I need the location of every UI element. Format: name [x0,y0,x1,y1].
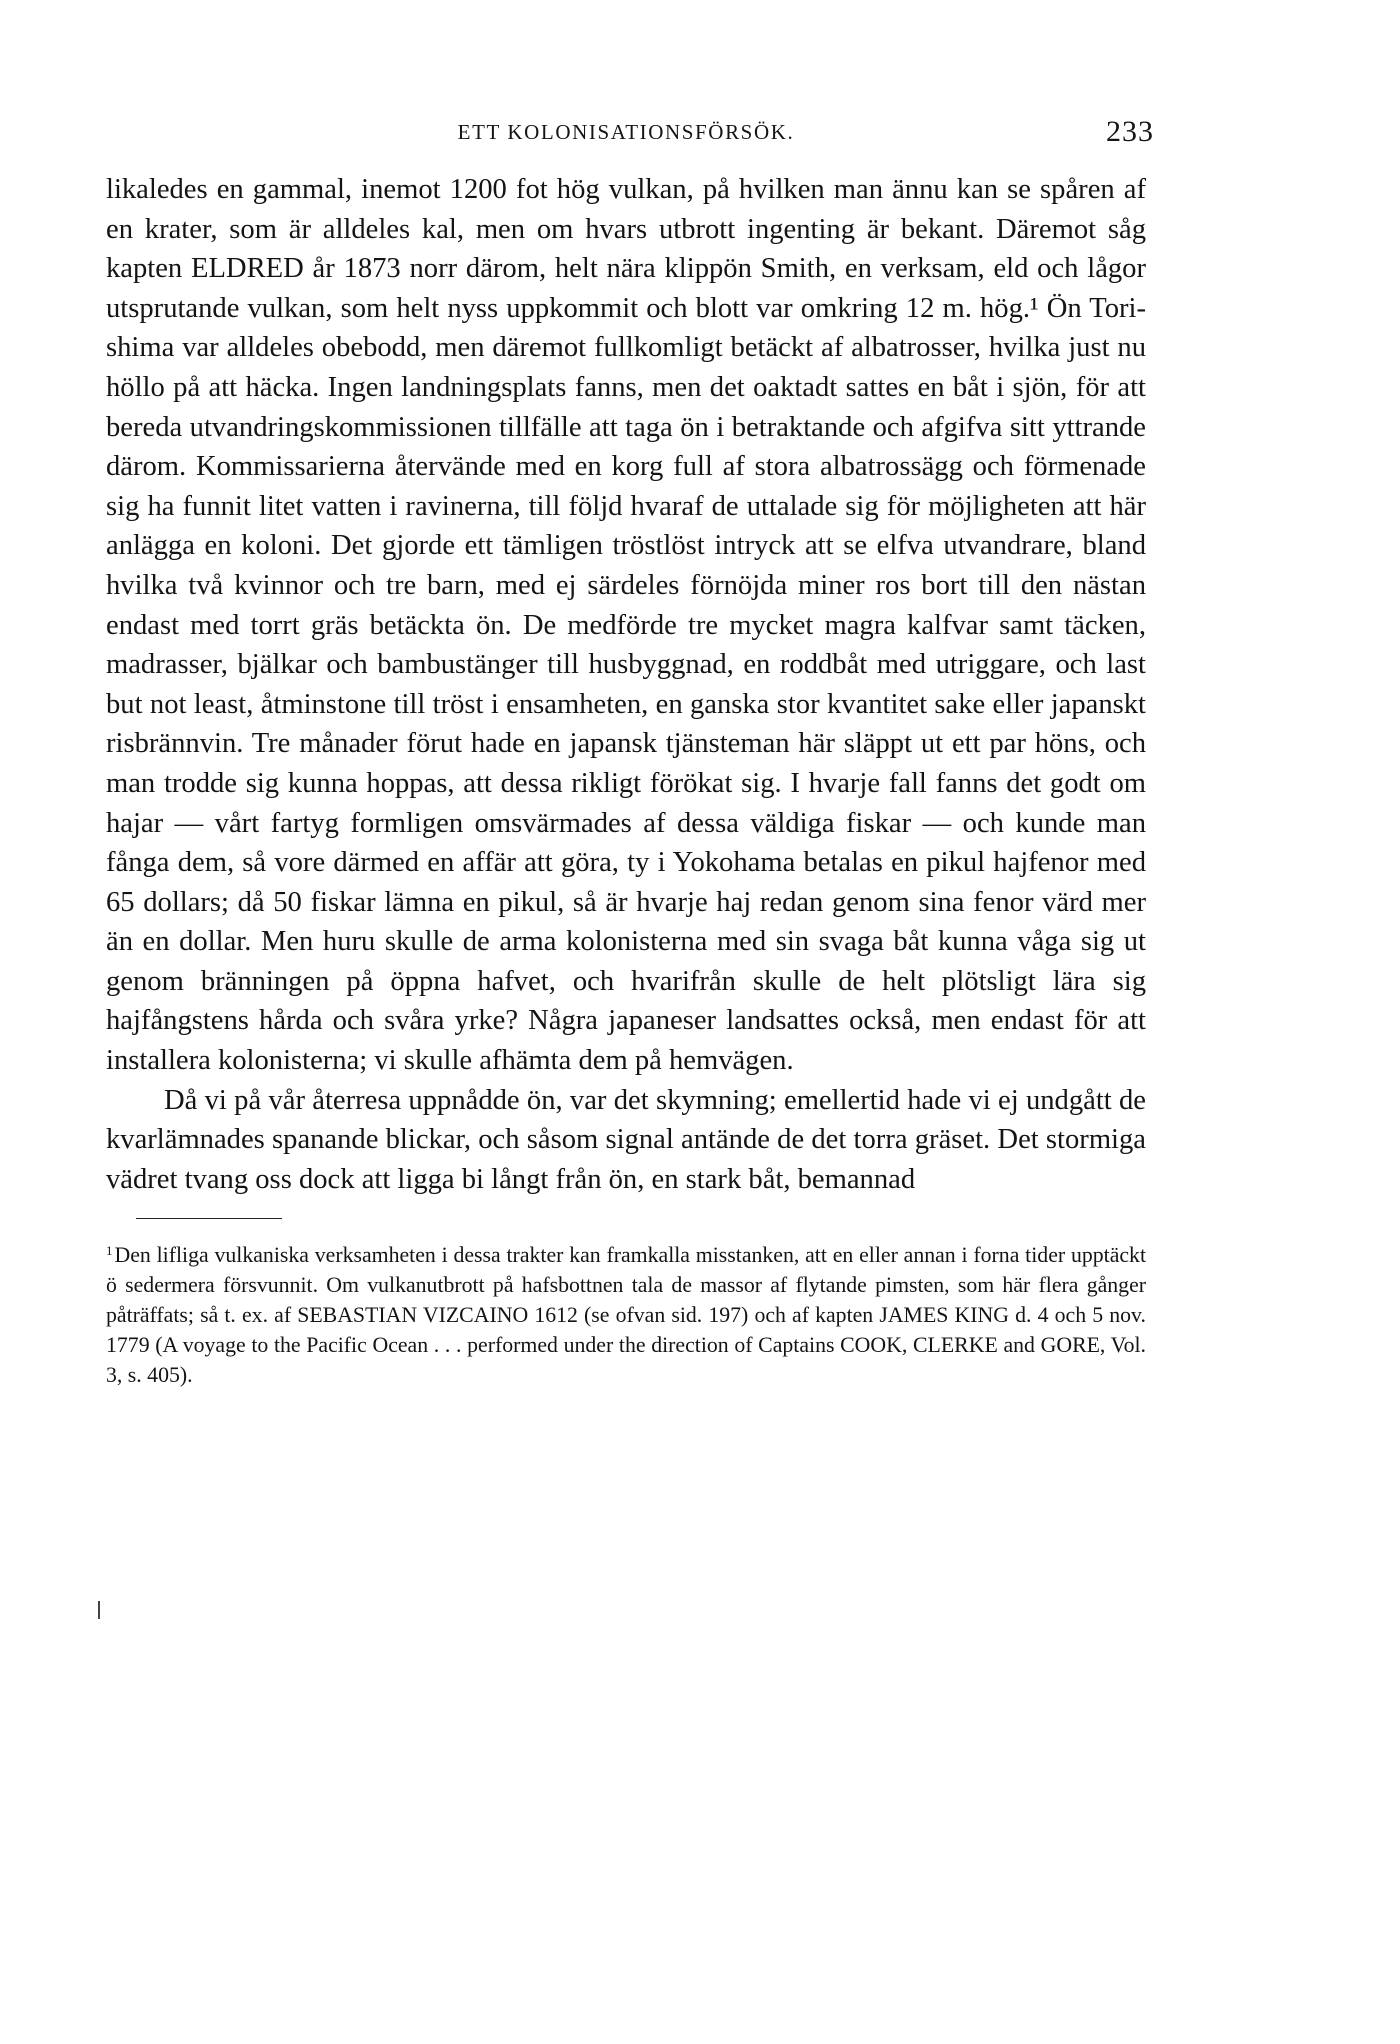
footnote-text: Den lifliga vulkaniska verksamheten i dessa trakter kan framkalla misstanken, att en eller annan i forna tider upptäckt ö sedermera försvunnit. Om vulkanutbrott på hafsbottnen tala de massor af flytande pimsten, som här flera gånger påträffats; så t. ex. af SEBASTIAN VIZCAINO 1612 (se ofvan sid. 197) och af kapten JAMES KING d. 4 och 5 nov. 1779 (A voyage to the Pacific Ocean . . . performed under the direction of Captains COOK, CLERKE and GORE, Vol. 3, s. 405). [106,1243,1146,1387]
paragraph: likaledes en gammal, inemot 1200 fot hög vulkan, på hvilken man ännu kan se spåren af en krater, som är alldeles kal, men om hvars utbrott ingenting är bekant. Däremot såg kapten ELDRED år 1873 norr därom, helt nära klippön Smith, en verksam, eld och lågor utsprutande vulkan, som helt nyss uppkommit och blott var omkring 12 m. hög.¹ Ön Tori-shima var alldeles obebodd, men däremot fullkomligt betäckt af albatrosser, hvilka just nu höllo på att häcka. Ingen landningsplats fanns, men det oaktadt sattes en båt i sjön, för att bereda utvandringskommissionen tillfälle att taga ön i betraktande och afgifva sitt yttrande därom. Kommissarierna återvände med en korg full af stora albatrossägg och förmenade sig ha funnit litet vatten i ravinerna, till följd hvaraf de uttalade sig för möjligheten att här anlägga en koloni. Det gjorde ett tämligen tröstlöst intryck att se elfva utvandrare, bland hvilka två kvinnor och tre barn, med ej särdeles förnöjda miner ros bort till den nästan endast med torrt gräs betäckta ön. De medförde tre mycket magra kalfvar samt täcken, madrasser, bjälkar och bambustänger till husbyggnad, en roddbåt med utriggare, och last but not least, åtminstone till tröst i ensamheten, en ganska stor kvantitet sake eller japanskt risbrännvin. Tre månader förut hade en japansk tjänsteman här släppt ut ett par höns, och man trodde sig kunna hoppas, att dessa rikligt förökat sig. I hvarje fall fanns det godt om hajar — vårt fartyg formligen omsvärmades af dessa väldiga fiskar — och kunde man fånga dem, så vore därmed en affär att göra, ty i Yokohama betalas en pikul hajfenor med 65 dollars; då 50 fiskar lämna en pikul, så är hvarje haj redan genom sina fenor värd mer än en dollar. Men huru skulle de arma kolonisterna med sin svaga båt kunna våga sig ut genom bränningen på öppna hafvet, och hvarifrån skulle de helt plötsligt lära sig hajfångstens hårda och svåra yrke? Några japaneser landsattes också, men endast för att installera kolonisterna; vi skulle afhämta dem på hemvägen. [106,174,1146,1077]
page-number: 233 [1106,115,1154,148]
footnote-divider [136,1218,282,1219]
running-title: ETT KOLONISATIONSFÖRSÖK. [457,120,795,144]
footnote-marker: 1 [106,1243,113,1259]
margin-mark [98,1601,100,1619]
running-head [106,112,1154,152]
body-text [106,170,1146,1199]
footnote [106,1236,1146,1390]
book-page [106,112,1154,1390]
paragraph: Då vi på vår återresa uppnådde ön, var det skymning; emellertid hade vi ej undgått de kvarlämnades spanande blickar, och såsom signal antände de det torra gräset. Det stormiga vädret tvang oss dock att ligga bi långt från ön, en stark båt, bemannad [106,1084,1146,1195]
